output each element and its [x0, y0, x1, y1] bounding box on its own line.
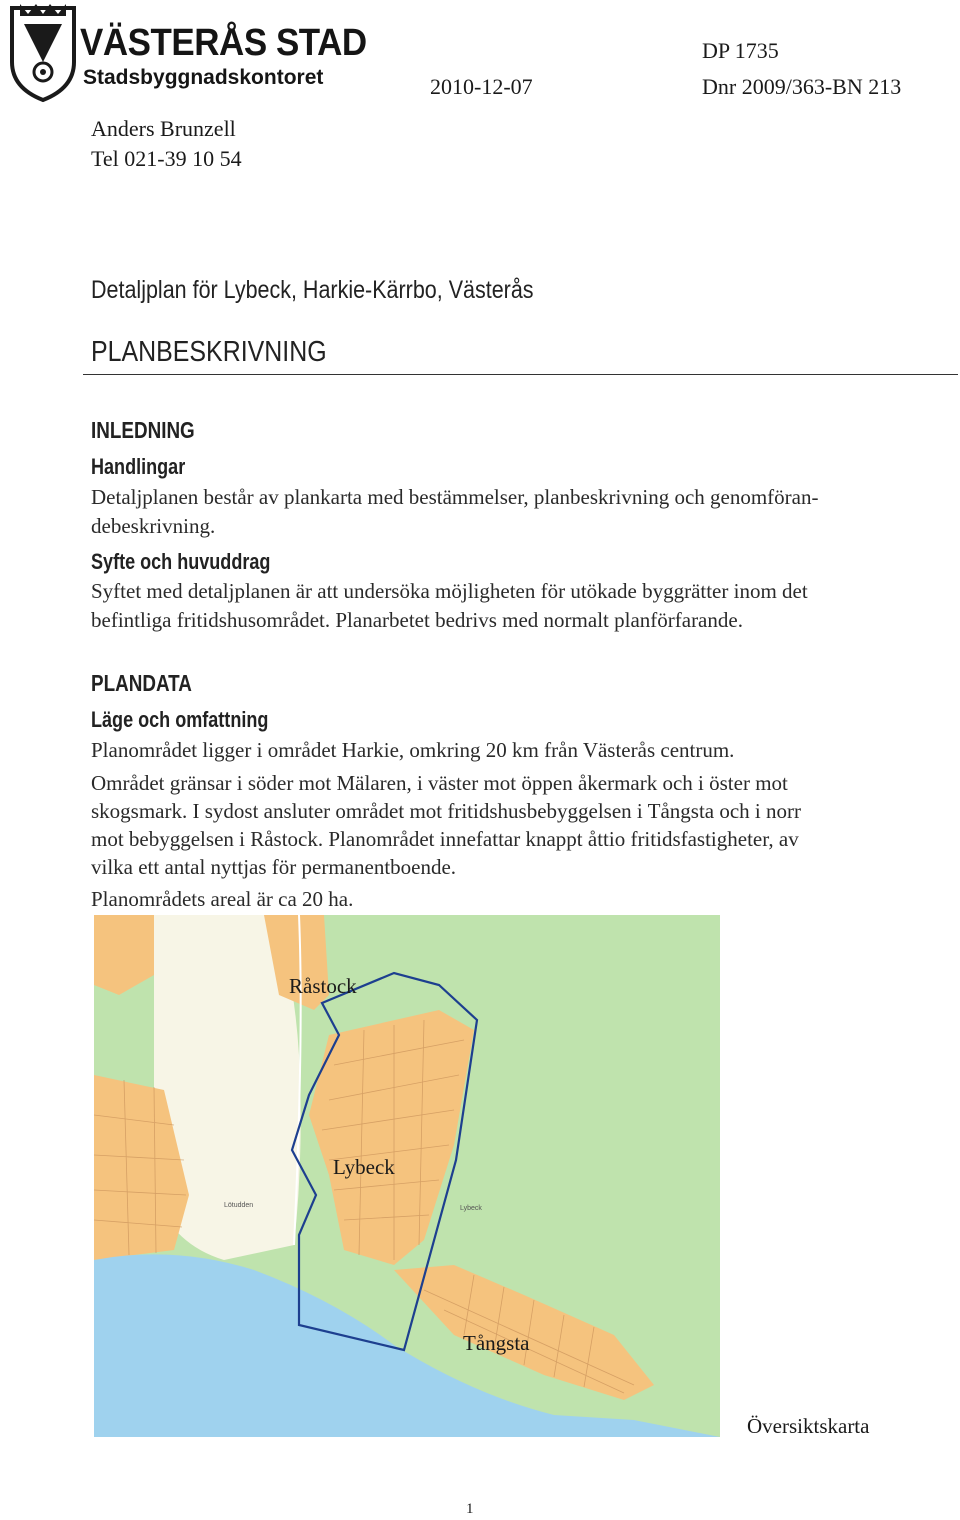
- plan-area-text: Planområdets areal är ca 20 ha.: [91, 887, 354, 911]
- section-heading-plandata: PLANDATA: [91, 670, 192, 696]
- lage-line-4: mot bebyggelsen i Råstock. Planområdet innefattar knappt åttio fritidsfastigheter, av: [91, 827, 799, 851]
- subheading-handlingar: Handlingar: [91, 454, 186, 479]
- overview-map: [94, 915, 720, 1437]
- plan-number: DP 1735: [702, 38, 779, 63]
- syfte-line-2: befintliga fritidshusområdet. Planarbetet bedrivs med normalt planförfarande.: [91, 608, 743, 632]
- diary-number: Dnr 2009/363-BN 213: [702, 74, 902, 99]
- syfte-line-1: Syftet med detaljplanen är att undersöka möjligheten för utökade byggrätter inom det: [91, 579, 808, 603]
- subheading-syfte: Syfte och huvuddrag: [91, 549, 271, 574]
- subheading-lage: Läge och omfattning: [91, 707, 269, 732]
- document-type: PLANBESKRIVNING: [91, 336, 327, 368]
- handlingar-line-2: debeskrivning.: [91, 514, 216, 538]
- lage-line-1: Planområdet ligger i området Harkie, omkring 20 km från Västerås centrum.: [91, 738, 735, 762]
- office-name: Stadsbyggnadskontoret: [83, 66, 324, 89]
- title-divider: [83, 374, 958, 375]
- author-name: Anders Brunzell: [91, 116, 236, 141]
- city-name: VÄSTERÅS STAD: [80, 22, 367, 64]
- map-small-label-lybeck: Lybeck: [460, 1205, 482, 1212]
- map-small-label-lotudden: Lötudden: [224, 1202, 254, 1209]
- handlingar-line-1: Detaljplanen består av plankarta med bestämmelser, planbeskrivning och genomföran-: [91, 485, 819, 509]
- map-label-lybeck: Lybeck: [333, 1155, 395, 1179]
- author-phone: Tel 021-39 10 54: [91, 146, 242, 171]
- document-title: Detaljplan för Lybeck, Harkie-Kärrbo, Västerås: [91, 276, 534, 304]
- lage-line-5: vilka ett antal nyttjas för permanentboende.: [91, 855, 457, 879]
- document-date: 2010-12-07: [430, 74, 533, 99]
- map-label-rastock: Råstock: [289, 974, 357, 998]
- map-caption: Översiktskarta: [747, 1414, 870, 1438]
- page-number: 1: [466, 1501, 474, 1517]
- section-heading-inledning: INLEDNING: [91, 417, 195, 443]
- map-label-tangsta: Tångsta: [463, 1331, 530, 1355]
- lage-line-2: Området gränsar i söder mot Mälaren, i väster mot öppen åkermark och i öster mot: [91, 771, 788, 795]
- lage-line-3: skogsmark. I sydost ansluter området mot fritidshusbebyggelsen i Tångsta och i norr: [91, 799, 801, 823]
